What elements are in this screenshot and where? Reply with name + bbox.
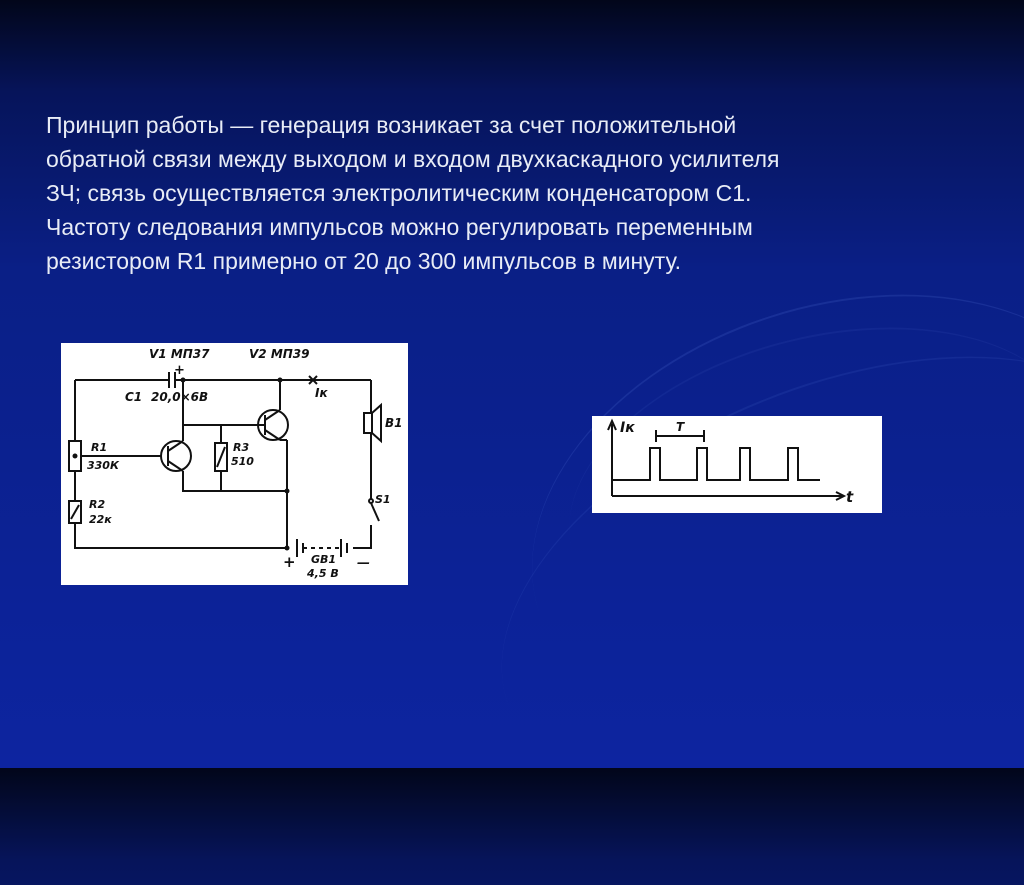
pulse-train [612,448,820,480]
label-plus: + [283,553,296,571]
label-battery: GB1 [311,553,337,566]
label-v1: V1 МП37 [149,347,210,361]
label-battery-value: 4,5 В [307,567,339,580]
switch-s1 [369,499,373,503]
text-line: Частоту следования импульсов можно регулировать переменным [46,214,753,240]
resistor-r3 [217,447,225,467]
label-r2-value: 22к [89,513,112,526]
circuit-diagram [61,343,408,585]
pulse-graph-svg [592,416,882,513]
label-speaker: В1 [385,416,403,430]
label-c1: C1 [125,390,143,404]
label-c1-plus: + [174,363,185,378]
label-ik: Iк [315,386,328,400]
graph-xlabel: t [846,488,854,506]
label-r3: R3 [233,441,250,454]
wire [353,525,371,548]
slide-text [46,108,956,278]
label-switch: S1 [375,493,391,506]
label-r1-value: 330К [87,459,119,472]
text-line: обратной связи между выходом и входом двухкаскадного усилителя [46,146,780,172]
label-r1: R1 [91,441,108,454]
label-r3-value: 510 [231,455,254,468]
junction-dot [73,454,78,459]
junction-dot [181,378,186,383]
speaker-b1 [364,413,372,433]
pulse-graph [592,416,882,513]
junction-dot [285,546,290,551]
text-line: ЗЧ; связь осуществляется электролитическим конденсатором С1. [46,180,752,206]
text-line: резистором R1 примерно от 20 до 300 импульсов в минуту. [46,248,682,274]
label-minus: — [357,556,370,571]
text-line: Принцип работы — генерация возникает за счет положительной [46,112,737,138]
circuit-schematic [61,343,408,585]
junction-dot [285,489,290,494]
resistor-r2 [71,505,79,519]
label-c1-value: 20,0×6В [151,390,209,404]
speaker-b1 [372,405,381,441]
graph-period-label: T [676,420,685,434]
junction-dot [278,378,283,383]
label-r2: R2 [89,498,106,511]
label-v2: V2 МП39 [249,347,310,361]
graph-ylabel: Iк [620,420,635,436]
wire [183,471,287,491]
